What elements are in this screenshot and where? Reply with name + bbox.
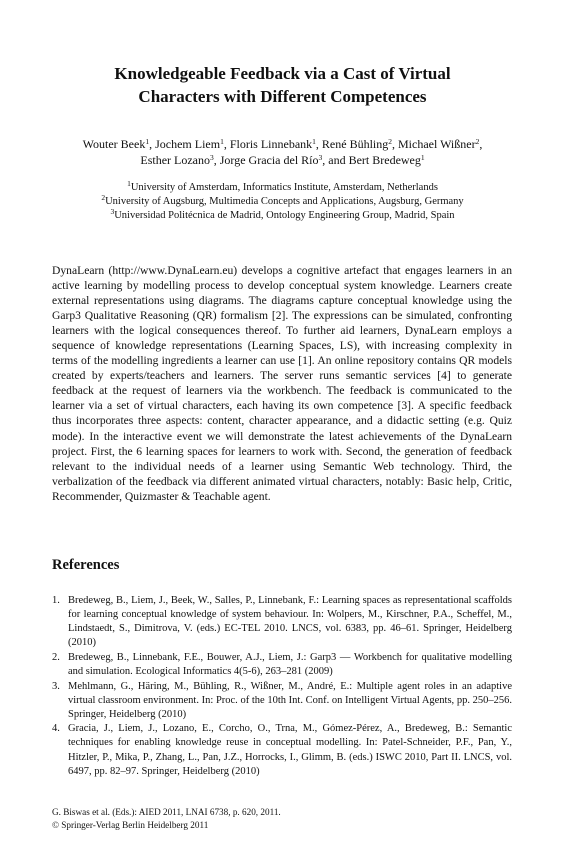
reference-text: Mehlmann, G., Häring, M., Bühling, R., Wißner, M., André, E.: Multiple agent roles in an adaptive virtual classroom environment. In: Proc. of the 10th Int. Conf. on Intelligent Virtual Agents, pp. 250–256. Springer, Heidelberg (2010)	[68, 680, 512, 720]
reference-number: 1.	[52, 595, 60, 606]
author	[155, 137, 224, 151]
author-affil-mark: 2	[475, 137, 480, 146]
author	[83, 137, 149, 151]
affiliation-mark: 3	[110, 207, 115, 216]
reference-list	[52, 594, 512, 779]
reference-number: 3.	[52, 680, 60, 692]
author-name: Bert Bredeweg	[348, 153, 421, 167]
reference-text: Bredeweg, B., Linnebank, F.E., Bouwer, A.J., Liem, J.: Garp3 — Workbench for qualitative modelling and simulation. Ecological Informatics 4(5-6), 263–281 (2009)	[68, 651, 512, 677]
author-affil-mark: 3	[318, 153, 323, 162]
author-affil-mark: 1	[220, 137, 224, 146]
author-name: Wouter Beek	[82, 137, 146, 151]
author	[322, 137, 392, 151]
author-name: Floris Linnebank	[229, 137, 313, 151]
author-list	[40, 136, 525, 168]
affiliation	[40, 181, 525, 195]
paper-title	[40, 62, 525, 108]
reference-number: 4.	[52, 723, 60, 735]
footer-copyright: © Springer-Verlag Berlin Heidelberg 2011	[52, 820, 209, 830]
reference-item	[52, 680, 512, 722]
author	[349, 153, 425, 167]
affiliation-mark: 1	[127, 179, 131, 188]
title-line-1: Knowledgeable Feedback via a Cast of Virtual	[114, 64, 451, 83]
title-line-2: Characters with Different Competences	[138, 87, 427, 106]
author-name: Esther Lozano	[140, 153, 210, 167]
author	[230, 137, 316, 151]
affiliation-list	[40, 181, 525, 223]
author-affil-mark: 3	[210, 153, 214, 162]
reference-text: Gracia, J., Liem, J., Lozano, E., Corcho, O., Trna, M., Gómez-Pérez, A., Bredeweg, B.: Semantic techniques for enabling knowledge reuse in conceptual modelling. In: Patel-Schneider, P.F., Pan, Y., Hitzler, P., Mika, P., Zhang, L., Pan, J.Z., Horrocks, I., Glimm, B. (eds.) ISWC 2010, Part II. LNCS, vol. 6497, pp. 82–97. Springer, Heidelberg (2010)	[68, 723, 512, 777]
author-separator: ,	[315, 137, 322, 151]
affiliation-text: University of Amsterdam, Informatics Institute, Amsterdam, Netherlands	[130, 182, 438, 193]
author-name: René Bühling	[321, 137, 389, 151]
reference-item	[52, 722, 512, 778]
reference-item	[52, 651, 512, 679]
author-separator: ,	[223, 137, 230, 151]
author	[398, 137, 479, 151]
references-heading: References	[52, 557, 120, 573]
reference-text: Bredeweg, B., Liem, J., Beek, W., Salles, P., Linnebank, F.: Learning spaces as representational scaffolds for learning conceptual knowledge of system behaviour. In: Wolpers, M., Kirschner, P.A., Scheffel, M., Lindstaedt, S., Dimitrova, V. (eds.) EC-TEL 2010. LNCS, vol. 6383, pp. 46–61. Springer, Heidelberg (2010)	[68, 595, 512, 649]
author-affil-mark: 1	[145, 137, 150, 146]
reference-number: 2.	[52, 651, 60, 663]
author-separator: , and	[322, 153, 349, 167]
author	[220, 153, 323, 167]
footer-citation: G. Biswas et al. (Eds.): AIED 2011, LNAI 6738, p. 620, 2011.	[52, 807, 281, 817]
abstract-paragraph: DynaLearn (http://www.DynaLearn.eu) develops a cognitive artefact that engages learners in an active learning by modelling process to develop conceptual system knowledge. Learners create external representations using diagrams. The diagrams capture conceptual knowledge using the Garp3 Qualitative Reasoning (QR) formalism [2]. The expressions can be simulated, confronting learners with the logical consequences thereof. To further aid learners, DynaLearn employs a sequence of knowledge representations (Learning Spaces, LS), with increasing complexity in terms of the modelling ingredients a learner can use [1]. An online repository contains QR models created by experts/teachers and learners. The server runs semantic services [4] to generate feedback at the request of learners via the workbench. The feedback is communicated to the learner via a set of virtual characters, each having its own competence [3]. A specific feedback thus incorporates three aspects: content, character appearance, and a didactic setting (e.g. Quiz mode). In the interactive event we will demonstrate the latest achievements of the DynaLearn project. First, the 6 learning spaces for learners to work with. Second, the generation of feedback relevant to the individual needs of a learner using Semantic Web technology. Third, the verbalization of the feedback via different animated virtual characters, notably: Basic help, Critic, Recommender, Quizmaster & Teachable agent.	[52, 264, 512, 503]
reference-item	[52, 594, 512, 650]
publication-footer	[52, 806, 281, 832]
affiliation-text: University of Augsburg, Multimedia Concepts and Applications, Augsburg, Germany	[105, 196, 464, 207]
author-separator: ,	[149, 137, 156, 151]
author-name: Jorge Gracia del Río	[219, 153, 319, 167]
author-affil-mark: 1	[420, 153, 425, 162]
author-name: Michael Wißner	[397, 137, 476, 151]
author-affil-mark: 2	[388, 137, 392, 146]
author-affil-mark: 1	[312, 137, 316, 146]
author-separator: ,	[391, 137, 398, 151]
affiliation	[40, 209, 525, 223]
author-name: Jochem Liem	[155, 137, 221, 151]
author-separator: ,	[479, 137, 483, 151]
affiliation-text: Universidad Politécnica de Madrid, Ontology Engineering Group, Madrid, Spain	[114, 210, 455, 221]
author-separator: ,	[213, 153, 220, 167]
author	[140, 153, 213, 167]
affiliation-mark: 2	[101, 193, 106, 202]
